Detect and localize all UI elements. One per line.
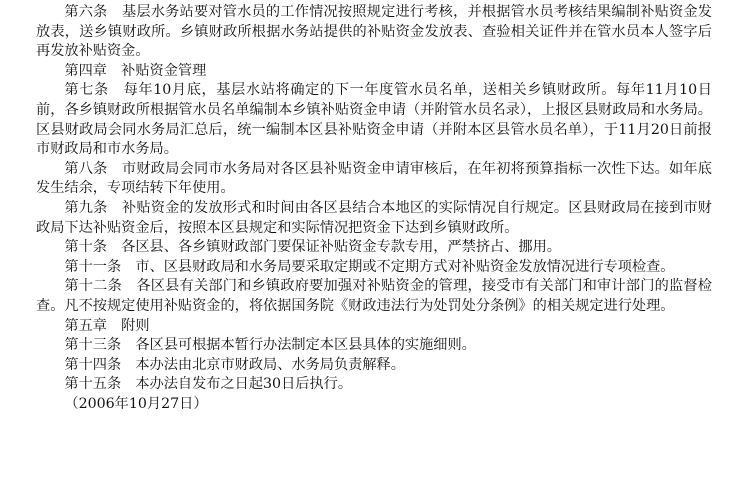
article-6: 第六条 基层水务站要对管水员的工作情况按照规定进行考核，并根据管水员考核结果编制补贴资金发放表，送乡镇财政所。乡镇财政所根据水务站提供的补贴资金发放表、查验相关证件并在管水员本人签字后再发放补贴资金。	[36, 4, 712, 60]
article-12: 第十二条 各区县有关部门和乡镇政府要加强对补贴资金的管理，接受市有关部门和审计部门的监督检查。凡不按规定使用补贴资金的，将依据国务院《财政违法行为处罚处分条例》的相关规定进行处理。	[36, 278, 712, 314]
article-14: 第十四条 本办法由北京市财政局、水务局负责解释。	[64, 356, 405, 373]
article-11: 第十一条 市、区县财政局和水务局要采取定期或不定期方式对补贴资金发放情况进行专项检查。	[64, 258, 675, 275]
article-8: 第八条 市财政局会同市水务局对各区县补贴资金申请审核后，在年初将预算指标一次性下达。如年底发生结余，专项结转下年使用。	[36, 160, 712, 197]
article-13: 第十三条 各区县可根据本暂行办法制定本区县具体的实施细则。	[64, 337, 476, 354]
issue-date: （2006年10月27日）	[64, 395, 208, 412]
chapter-5-heading: 第五章 附则	[64, 317, 150, 334]
article-15: 第十五条 本办法自发布之日起30日后执行。	[64, 376, 353, 393]
chapter-4-heading: 第四章 补贴资金管理	[64, 62, 207, 79]
article-9: 第九条 补贴资金的发放形式和时间由各区县结合本地区的实际情况自行规定。区县财政局在接到市财政局下达补贴资金后，按照本区县规定和实际情况把资金下达到乡镇财政所。	[36, 199, 712, 236]
article-10: 第十条 各区县、各乡镇财政部门要保证补贴资金专款专用，严禁挤占、挪用。	[64, 239, 561, 256]
article-7: 第七条 每年10月底，基层水站将确定的下一年度管水员名单，送相关乡镇财政所。每年11月10日前，各乡镇财政所根据管水员名单编制本乡镇补贴资金申请（并附管水员名录），上报区县财政局和水务局。区县财政局会同水务局汇总后，统一编制本区县补贴资金申请（并附本区县管水员名单），于11月20日前报市财政局和市水务局。	[36, 82, 712, 158]
document-body	[36, 3, 712, 414]
